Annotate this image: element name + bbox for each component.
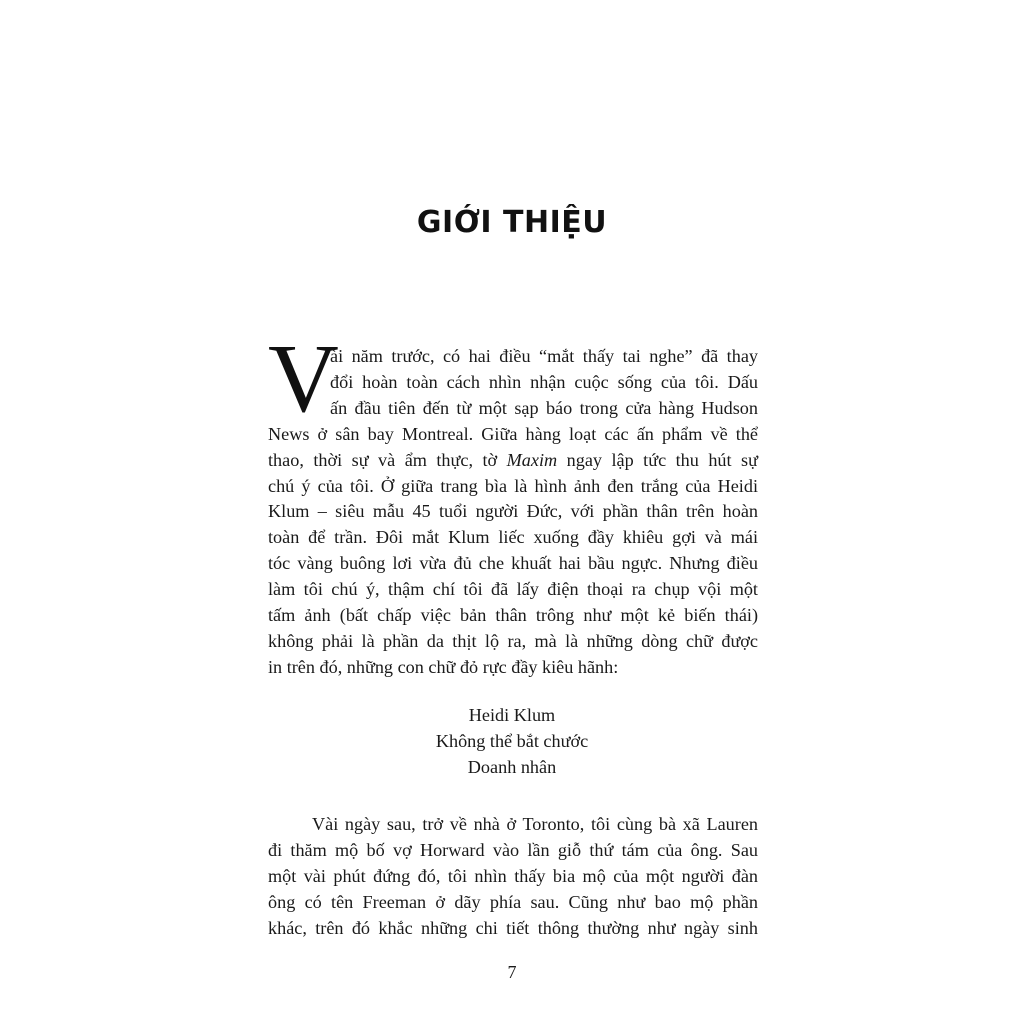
magazine-title: Maxim: [506, 449, 558, 470]
paragraph-2: [268, 812, 758, 942]
paragraph-1-line: ấn đầu tiên đến từ một sạp báo trong cửa hàng Hudson: [330, 397, 758, 418]
chapter-title: GIỚI THIỆU: [416, 205, 608, 240]
verse-line: Doanh nhân: [467, 756, 557, 777]
paragraph-2-line: Vài ngày sau, trở về nhà ở Toronto, tôi cùng bà xã Lauren: [312, 814, 758, 834]
paragraph-1-line: không phải là phần da thịt lộ ra, mà là những dòng chữ được: [268, 630, 758, 651]
paragraph-2-line: đi thăm mộ bố vợ Horward vào lần giỗ thứ tám của ông. Sau: [268, 839, 758, 860]
paragraph-1-line: làm tôi chú ý, thậm chí tôi đã lấy điện thoại ra chụp vội một: [268, 579, 758, 600]
paragraph-1-line: Klum – siêu mẫu 45 tuổi người Đức, với phần thân trên hoàn: [268, 501, 758, 522]
paragraph-1: [268, 344, 758, 681]
text-run: ngay lập tức thu hút sự: [557, 449, 758, 470]
text-run: thao, thời sự và ẩm thực, tờ: [268, 449, 507, 470]
paragraph-1-line: đổi hoàn toàn cách nhìn nhận cuộc sống của tôi. Dấu: [330, 371, 758, 392]
quoted-verse: [0, 703, 1024, 781]
paragraph-2-line: ông có tên Freeman ở dãy phía sau. Cũng như bao mộ phần: [268, 891, 758, 912]
verse-line: Không thể bắt chước: [435, 730, 589, 751]
paragraph-2-line: một vài phút đứng đó, tôi nhìn thấy bia mộ của một người đàn: [268, 865, 758, 886]
paragraph-1-line: tấm ảnh (bất chấp việc bản thân trông như một kẻ biến thái): [268, 605, 758, 626]
verse-line: Heidi Klum: [468, 705, 556, 725]
drop-cap: V: [268, 325, 339, 433]
paragraph-1-line: ài năm trước, có hai điều “mắt thấy tai nghe” đã thay: [330, 346, 758, 366]
paragraph-1-line: toàn để trần. Đôi mắt Klum liếc xuống đầy khiêu gợi và mái: [268, 527, 758, 548]
paragraph-1-line: in trên đó, những con chữ đỏ rực đầy kiêu hãnh:: [268, 656, 619, 677]
paragraph-2-line: khác, trên đó khắc những chi tiết thông thường như ngày sinh: [268, 917, 758, 938]
page-number: 7: [507, 962, 517, 982]
paragraph-1-line: News ở sân bay Montreal. Giữa hàng loạt các ấn phẩm về thể: [268, 423, 758, 444]
paragraph-1-line: [268, 448, 758, 474]
paragraph-1-line: chú ý của tôi. Ở giữa trang bìa là hình ảnh đen trắng của Heidi: [268, 475, 758, 496]
paragraph-1-line: tóc vàng buông lơi vừa đủ che khuất hai bầu ngực. Nhưng điều: [268, 553, 758, 574]
